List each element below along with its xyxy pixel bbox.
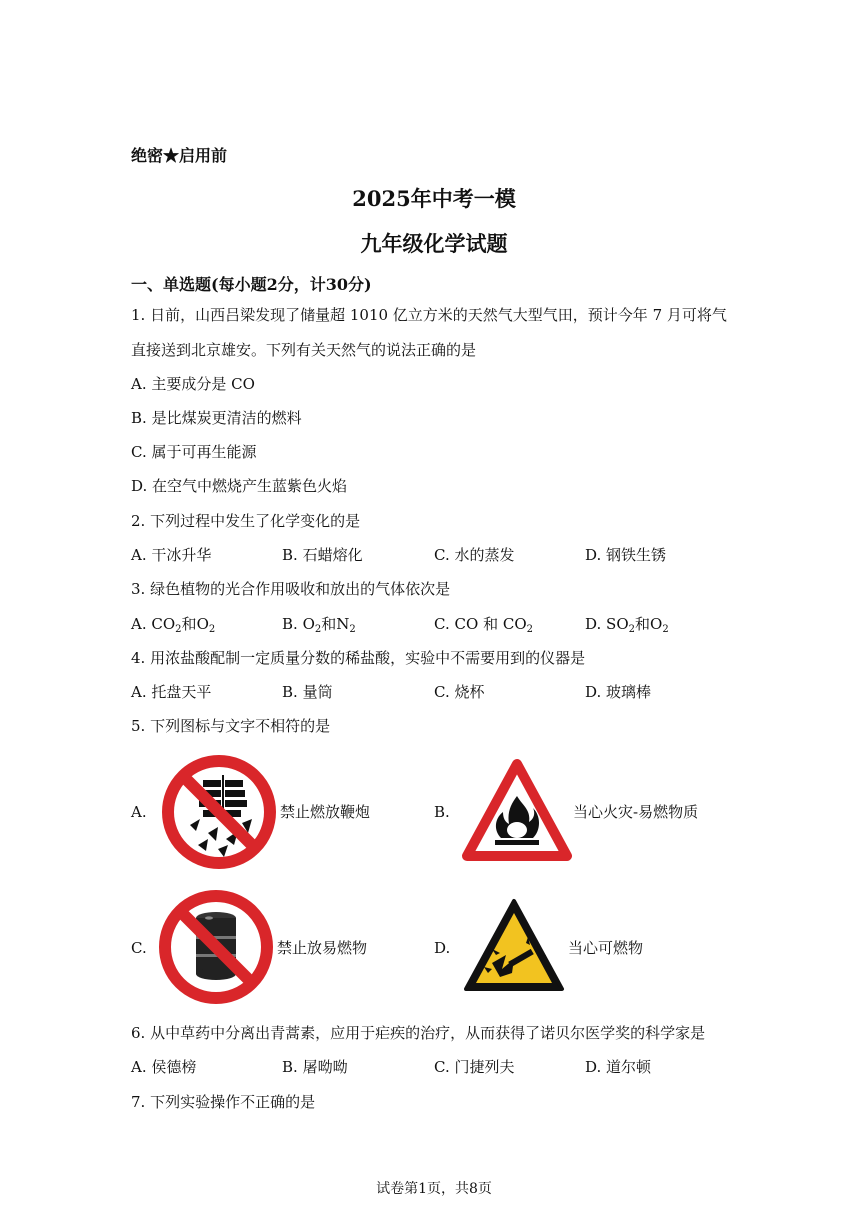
option-text: 干冰升华 [151,546,212,564]
question-2 [131,511,360,531]
option-letter: C. [434,1058,450,1076]
formula-b [197,615,216,633]
question-7 [131,1092,315,1112]
formula-subscript: 2 [208,624,216,635]
q1-option-d [131,476,347,496]
q6-option-a [131,1057,196,1077]
q6-option-b [282,1057,348,1077]
question-number: 6. [131,1024,146,1042]
option-text: 石蜡熔化 [302,546,363,564]
exam-title: 2025年中考一模 [352,186,516,211]
option-letter: B. [282,546,298,564]
no-flammables-sign-icon [157,888,275,1006]
formula-subscript: 2 [662,624,669,635]
formula-text: N [336,615,350,633]
q4-option-a [131,682,211,702]
formula-a [151,615,181,633]
q1-option-a [131,374,255,394]
q2-option-d [585,545,666,565]
question-number: 4. [131,649,146,667]
option-text: 是比煤炭更清洁的燃料 [151,409,302,427]
formula-text: O [302,615,315,633]
question-1 [131,305,727,325]
question-5 [131,716,330,736]
conjunction: 和 [483,615,499,633]
formula-a [455,615,484,633]
q2-option-b [282,545,363,565]
q5-option-b-letter: B. [434,803,450,821]
question-stem: 绿色植物的光合作用吸收和放出的气体依次是 [150,580,451,598]
q4-option-b [282,682,333,702]
q6-option-c [434,1057,515,1077]
formula-text: O [650,615,663,633]
flammable-warning-sign-icon [461,758,573,862]
q5-option-c-label: 禁止放易燃物 [277,939,368,957]
q2-option-c [434,545,515,565]
question-number: 1. [131,306,146,324]
option-letter: D. [585,1058,602,1076]
q5-option-a-letter: A. [131,803,147,821]
option-text: 属于可再生能源 [151,443,257,461]
option-letter: A. [131,615,147,633]
option-letter: D. [131,477,148,495]
q2-option-a [131,545,211,565]
option-letter: A. [131,683,147,701]
formula-text: CO [151,615,176,633]
formula-a [303,615,322,633]
question-number: 2. [131,512,146,530]
option-letter: C. [131,443,147,461]
question-stem: 下列图标与文字不相符的是 [150,717,331,735]
option-letter: B. [282,683,298,701]
option-letter: A. [131,546,147,564]
formula-text: CO [502,615,527,633]
formula-text: SO [606,615,629,633]
q3-option-a [131,614,215,634]
option-letter: D. [585,546,602,564]
confidential-label: 绝密★启用前 [131,146,228,165]
option-letter: C. [434,546,450,564]
q5-option-a-label: 禁止燃放鞭炮 [280,803,371,821]
question-1-continued: 直接送到北京雄安。下列有关天然气的说法正确的是 [131,341,477,359]
question-number: 5. [131,717,146,735]
question-stem: 用浓盐酸配制一定质量分数的稀盐酸，实验中不需要用到的仪器是 [150,649,586,667]
option-letter: A. [131,375,147,393]
option-text: 主要成分是 CO [151,375,255,393]
q5-option-c-letter: C. [131,939,147,957]
formula-subscript: 2 [314,624,322,635]
option-text: 门捷列夫 [454,1058,515,1076]
option-text: 在空气中燃烧产生蓝紫色火焰 [152,477,348,495]
q4-option-c [434,682,485,702]
option-letter: B. [282,615,298,633]
formula-subscript: 2 [628,624,635,635]
option-letter: A. [131,1058,147,1076]
option-text: 钢铁生锈 [606,546,667,564]
page-footer: 试卷第1页，共8页 [376,1181,492,1197]
q6-option-d [585,1057,651,1077]
formula-subscript: 2 [175,624,182,635]
explosive-warning-sign-icon [462,897,566,995]
conjunction: 和 [321,615,337,633]
q3-option-d [585,614,669,634]
conjunction: 和 [635,615,651,633]
question-3 [131,579,450,599]
formula-subscript: 2 [349,624,356,635]
option-text: 侯德榜 [151,1058,197,1076]
option-text: 玻璃棒 [606,683,652,701]
question-number: 7. [131,1093,146,1111]
no-firecrackers-sign-icon [160,753,278,871]
question-stem: 日前，山西吕梁发现了储量超 1010 亿立方米的天然气大型气田，预计今年 7 月可将气 [150,306,727,324]
question-stem: 下列实验操作不正确的是 [150,1093,316,1111]
option-text: 屠呦呦 [302,1058,348,1076]
question-stem: 下列过程中发生了化学变化的是 [150,512,361,530]
option-letter: C. [434,683,450,701]
q3-option-c [434,614,533,634]
option-text: 烧杯 [454,683,485,701]
option-letter: D. [585,615,602,633]
formula-a [606,615,635,633]
option-text: 量筒 [302,683,333,701]
option-text: 托盘天平 [151,683,212,701]
option-letter: B. [131,409,147,427]
option-letter: B. [282,1058,298,1076]
formula-b [336,615,356,633]
option-letter: C. [434,615,450,633]
formula-subscript: 2 [526,624,534,635]
q4-option-d [585,682,651,702]
option-text: 道尔顿 [606,1058,652,1076]
formula-text: CO [454,615,479,633]
section-heading: 一、单选题(每小题2分，计30分) [131,275,372,294]
formula-text: O [196,615,209,633]
formula-b [650,615,669,633]
question-number: 3. [131,580,146,598]
formula-b [503,615,533,633]
q3-option-b [282,614,356,634]
q5-option-d-letter: D. [434,939,451,957]
question-stem: 从中草药中分离出青蒿素，应用于疟疾的治疗，从而获得了诺贝尔医学奖的科学家是 [150,1024,706,1042]
q5-option-b-label: 当心火灾-易燃物质 [573,803,699,821]
exam-subtitle: 九年级化学试题 [360,231,508,256]
question-6 [131,1023,705,1043]
option-text: 水的蒸发 [454,546,515,564]
conjunction: 和 [181,615,197,633]
q1-option-b [131,408,302,428]
q5-option-d-label: 当心可燃物 [568,939,644,957]
q1-option-c [131,442,257,462]
question-4 [131,648,585,668]
option-letter: D. [585,683,602,701]
